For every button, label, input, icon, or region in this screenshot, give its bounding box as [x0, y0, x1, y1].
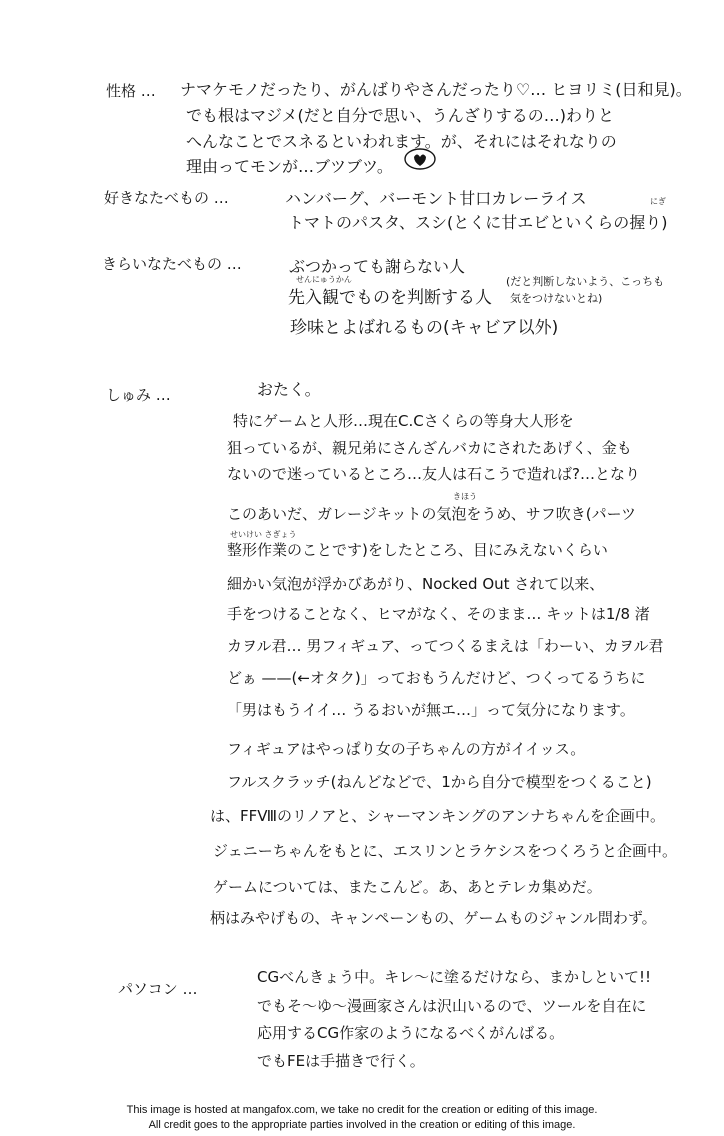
hobby-line-5: 整形作業のことです)をしたところ、目にみえないくらい [227, 541, 608, 559]
disliked-foods-aside-1: (だと判断しないよう、こっちも [506, 275, 665, 288]
computer-label: パソコン … [118, 980, 198, 998]
hobby-line-1: 特にゲームと人形…現在C.Cさくらの等身大人形を [233, 412, 574, 430]
hobby-line-2: 狙っているが、親兄弟にさんざんバカにされたあげく、金も [227, 439, 632, 457]
computer-line-2: でもそ〜ゆ〜漫画家さんは沢山いるので、ツールを自在に [257, 997, 647, 1015]
hobby-line-6: 細かい気泡が浮かびあがり、Nocked Out されて以来、 [227, 575, 605, 593]
disliked-foods-ruby: せんにゅうかん [296, 275, 352, 284]
hobby-ruby-seikei: せいけい さぎょう [230, 530, 297, 539]
hobby-line-8: カヲル君… 男フィギュア、ってつくるまえは「わーい、カヲル君 [227, 637, 664, 655]
computer-line-1: CGべんきょう中。キレ〜に塗るだけなら、まかしといて!! [257, 968, 651, 986]
hosting-credit-line-1: This image is hosted at mangafox.com, we take no credit for the creation or editing of this image. [126, 1104, 598, 1116]
personality-label: 性格 … [106, 82, 156, 100]
hobby-line-14: ジェニーちゃんをもとに、エスリンとラケシスをつくろうと企画中。 [213, 842, 677, 860]
favorite-foods-label: 好きなたべもの … [104, 189, 229, 207]
hobby-line-13: は、FFⅧのリノアと、シャーマンキングのアンナちゃんを企画中。 [210, 807, 666, 825]
heart-face-doodle [400, 146, 440, 172]
personality-line-4: 理由ってモンが…ブツブツ。 [186, 157, 393, 176]
computer-line-4: でもFEは手描きで行く。 [257, 1052, 425, 1070]
disliked-foods-label: きらいなたべもの … [102, 255, 242, 273]
disliked-foods-line-2: 先入観でものを判断する人 [288, 288, 492, 308]
favorite-foods-line-1: ハンバーグ、バーモント甘口カレーライス [285, 189, 587, 208]
hobby-line-3: ないので迷っているところ…友人は石こうで造れば?…となり [227, 465, 640, 483]
hobby-line-15: ゲームについては、またこんど。あ、あとテレカ集めだ。 [213, 878, 602, 896]
hobby-label: しゅみ … [106, 386, 171, 404]
computer-line-3: 応用するCG作家のようになるべくがんばる。 [257, 1024, 565, 1042]
hobby-line-9: どぁ ——(←オタク)」っておもうんだけど、つくってるうちに [227, 669, 646, 687]
disliked-foods-line-1: ぶつかっても謝らない人 [289, 257, 466, 276]
favorite-foods-line-2: トマトのパスタ、スシ(とくに甘エビといくらの握り) [288, 213, 668, 232]
hosting-credit-line-2: All credit goes to the appropriate parties involved in the creation or editing of this image. [148, 1119, 576, 1131]
personality-line-1: ナマケモノだったり、がんばりやさんだったり♡… ヒヨリミ(日和見)。 [180, 80, 692, 99]
disliked-foods-line-3: 珍味とよばれるもの(キャビア以外) [290, 318, 559, 338]
hobby-line-16: 柄はみやげもの、キャンペーンもの、ゲームものジャンル問わず。 [210, 909, 657, 927]
personality-line-3: へんなことでスネるといわれます。が、それにはそれなりの [186, 132, 617, 151]
hobby-line-11: フィギュアはやっぱり女の子ちゃんの方がイイッス。 [227, 740, 586, 758]
disliked-foods-aside-2: 気をつけないとね) [510, 292, 603, 305]
hobby-line-4: このあいだ、ガレージキットの気泡をうめ、サフ吹き(パーツ [227, 505, 637, 523]
hobby-line-7: 手をつけることなく、ヒマがなく、そのまま… キットは1/8 渚 [227, 605, 650, 623]
hobby-line-12: フルスクラッチ(ねんどなどで、1から自分で模型をつくること) [227, 773, 652, 791]
personality-line-2: でも根はマジメ(だと自分で思い、うんざりするの…)わりと [186, 106, 615, 125]
hobby-line-10: 「男はもうイイ… うるおいが無エ…」って気分になります。 [227, 701, 635, 719]
hobby-intro: おたく。 [257, 380, 321, 399]
hobby-ruby-kihou: きほう [453, 492, 477, 501]
favorite-foods-ruby: にぎ [650, 197, 666, 206]
